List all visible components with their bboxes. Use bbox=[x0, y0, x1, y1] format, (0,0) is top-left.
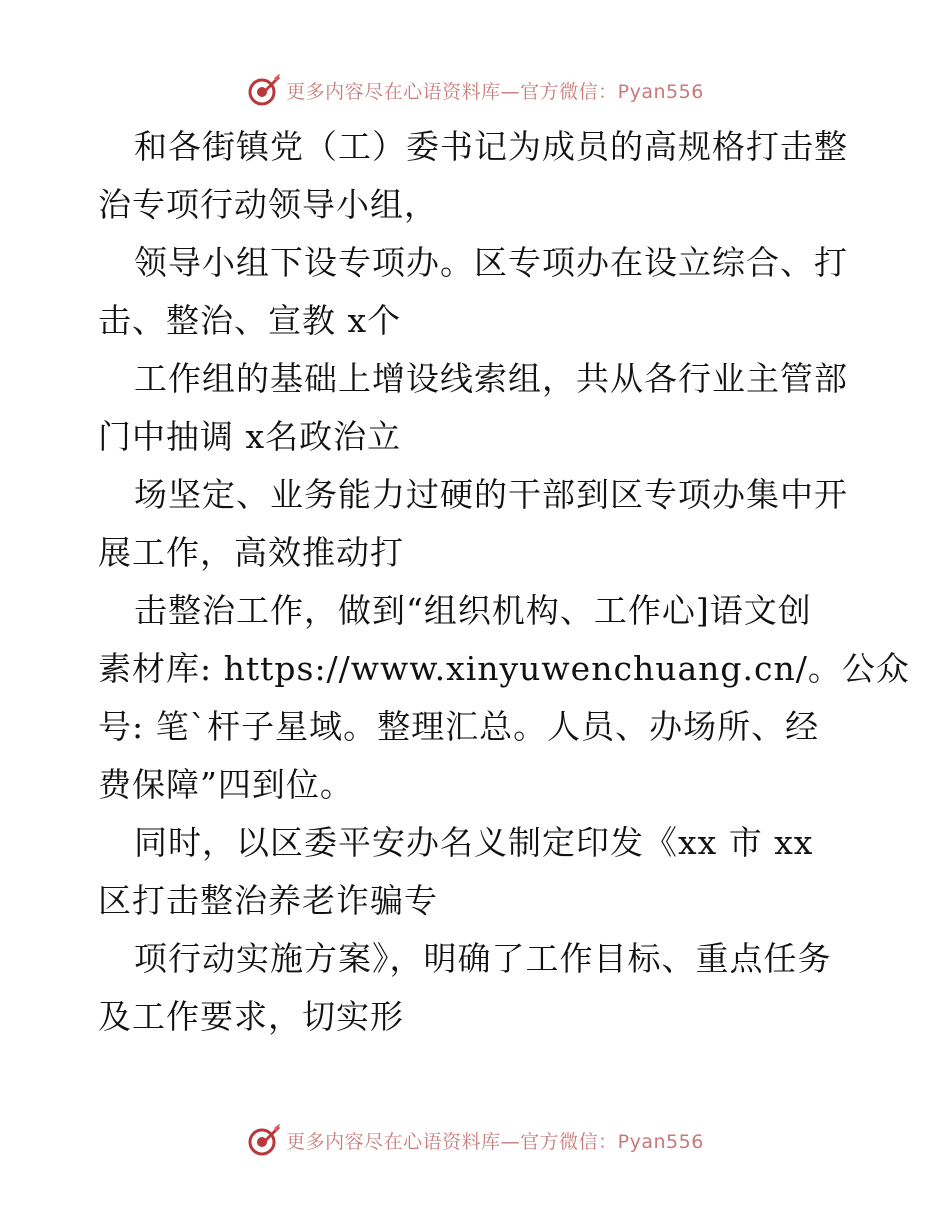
text-line: 素材库: https://www.xinyuwenchuang.cn/。公众 bbox=[98, 649, 910, 688]
text-line: 同时，以区委平安办名义制定印发《xx 市 xx bbox=[134, 823, 814, 862]
text-line: 展工作，高效推动打 bbox=[98, 533, 404, 572]
quill-logo-icon bbox=[246, 72, 282, 108]
watermark-text: 更多内容尽在心语资料库—官方微信：Pyan556 bbox=[286, 1130, 704, 1153]
text-line: 和各街镇党（工）委书记为成员的高规格打击整 bbox=[134, 127, 848, 166]
text-line: 及工作要求，切实形 bbox=[98, 997, 404, 1036]
quill-logo-icon bbox=[246, 1122, 282, 1158]
document-body bbox=[98, 118, 910, 1046]
footer-watermark bbox=[0, 1120, 950, 1160]
text-line: 工作组的基础上增设线索组，共从各行业主管部 bbox=[134, 359, 848, 398]
text-line: 费保障”四到位。 bbox=[98, 765, 354, 804]
text-line: 击整治工作，做到“组织机构、工作心]语文创 bbox=[134, 591, 812, 630]
text-line: 项行动实施方案》，明确了工作目标、重点任务 bbox=[134, 939, 832, 978]
text-line: 门中抽调 x名政治立 bbox=[98, 417, 402, 456]
text-line: 场坚定、业务能力过硬的干部到区专项办集中开 bbox=[134, 475, 848, 514]
text-line: 治专项行动领导小组， bbox=[98, 185, 438, 224]
header-watermark bbox=[0, 70, 950, 110]
text-line: 领导小组下设专项办。区专项办在设立综合、打 bbox=[134, 243, 848, 282]
text-line: 区打击整治养老诈骗专 bbox=[98, 881, 438, 920]
text-line: 号: 笔`杆子星域。整理汇总。人员、办场所、经 bbox=[98, 707, 820, 746]
watermark-text: 更多内容尽在心语资料库—官方微信：Pyan556 bbox=[286, 80, 704, 103]
text-line: 击、整治、宣教 x个 bbox=[98, 301, 402, 340]
